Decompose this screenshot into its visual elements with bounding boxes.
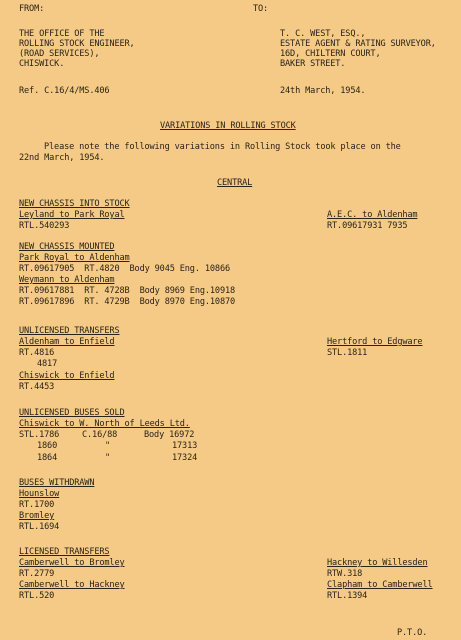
vehicle-line: RT.09617881 RT. 4728B Body 8969 Eng.10918 bbox=[19, 286, 236, 296]
vehicle-line: RT.1700 bbox=[19, 500, 55, 510]
reference: Ref. C.16/4/MS.406 bbox=[19, 86, 110, 96]
vehicle-line: RT.4816 bbox=[19, 348, 55, 358]
subheading: Bromley bbox=[19, 511, 55, 521]
vehicle-line: " bbox=[105, 441, 111, 451]
vehicle-line: 17313 bbox=[172, 441, 198, 451]
subheading: Camberwell to Bromley bbox=[19, 558, 125, 568]
subheading: Chiswick to Enfield bbox=[19, 371, 115, 381]
subheading: Chiswick to W. North of Leeds Ltd. bbox=[19, 419, 190, 429]
vehicle-line: C.16/88 bbox=[82, 430, 118, 440]
from-label: FROM: bbox=[19, 4, 45, 14]
division-heading: CENTRAL bbox=[217, 178, 253, 188]
section-heading-new-chassis-mounted: NEW CHASSIS MOUNTED bbox=[19, 242, 115, 252]
vehicle-line: " bbox=[105, 453, 111, 463]
to-label: TO: bbox=[253, 4, 269, 14]
subheading: Camberwell to Hackney bbox=[19, 580, 125, 590]
vehicle-line: RT.09617896 RT. 4729B Body 8970 Eng.10870 bbox=[19, 297, 236, 307]
intro-line-2: 22nd March, 1954. bbox=[19, 153, 105, 163]
vehicle-line: STL.1786 bbox=[19, 430, 60, 440]
subheading: Aldenham to Enfield bbox=[19, 337, 115, 347]
subheading: Leyland to Park Royal bbox=[19, 210, 125, 220]
vehicle-line: RTW.318 bbox=[327, 569, 363, 579]
vehicle-line: 1860 bbox=[37, 441, 58, 451]
to-line-1: T. C. WEST, ESQ., bbox=[280, 29, 366, 39]
page-turn-note: P.T.O. bbox=[397, 628, 428, 638]
subheading: Park Royal to Aldenham bbox=[19, 253, 130, 263]
date: 24th March, 1954. bbox=[280, 86, 366, 96]
to-line-2: ESTATE AGENT & RATING SURVEYOR, bbox=[280, 39, 436, 49]
vehicle-line: RT.2779 bbox=[19, 569, 55, 579]
subheading: Clapham to Camberwell bbox=[327, 580, 433, 590]
subheading: Hounslow bbox=[19, 489, 60, 499]
section-heading-unlicensed-transfers: UNLICENSED TRANSFERS bbox=[19, 326, 120, 336]
vehicle-line: RTL.1694 bbox=[19, 522, 60, 532]
vehicle-line: RTL.520 bbox=[19, 591, 55, 601]
vehicle-line: 17324 bbox=[172, 453, 198, 463]
section-heading-new-chassis-into-stock: NEW CHASSIS INTO STOCK bbox=[19, 199, 130, 209]
vehicle-line: 1864 bbox=[37, 453, 58, 463]
vehicle-line: RT.4453 bbox=[19, 382, 55, 392]
section-heading-buses-withdrawn: BUSES WITHDRAWN bbox=[19, 478, 95, 488]
from-line-2: ROLLING STOCK ENGINEER, bbox=[19, 39, 135, 49]
subheading: Weymann to Aldenham bbox=[19, 275, 115, 285]
to-line-4: BAKER STREET. bbox=[280, 59, 346, 69]
from-line-1: THE OFFICE OF THE bbox=[19, 29, 105, 39]
subheading: Hackney to Willesden bbox=[327, 558, 428, 568]
section-heading-unlicensed-buses-sold: UNLICENSED BUSES SOLD bbox=[19, 408, 125, 418]
vehicle-line: STL.1811 bbox=[327, 348, 368, 358]
document-title: VARIATIONS IN ROLLING STOCK bbox=[160, 121, 296, 131]
from-line-4: CHISWICK. bbox=[19, 59, 65, 69]
section-heading-licensed-transfers: LICENSED TRANSFERS bbox=[19, 547, 110, 557]
vehicle-line: RTL.540293 bbox=[19, 221, 70, 231]
vehicle-line: RT.09617905 RT.4820 Body 9045 Eng. 10866 bbox=[19, 264, 231, 274]
vehicle-line: Body 16972 bbox=[144, 430, 195, 440]
subheading: A.E.C. to Aldenham bbox=[327, 210, 418, 220]
vehicle-line: RTL.1394 bbox=[327, 591, 368, 601]
to-line-3: 16D, CHILTERN COURT, bbox=[280, 49, 381, 59]
vehicle-line: RT.09617931 7935 bbox=[327, 221, 408, 231]
from-line-3: (ROAD SERVICES), bbox=[19, 49, 100, 59]
subheading: Hertford to Edgware bbox=[327, 337, 423, 347]
intro-line-1: Please note the following variations in Rolling Stock took place on the bbox=[44, 142, 401, 152]
vehicle-line: 4817 bbox=[37, 359, 58, 369]
